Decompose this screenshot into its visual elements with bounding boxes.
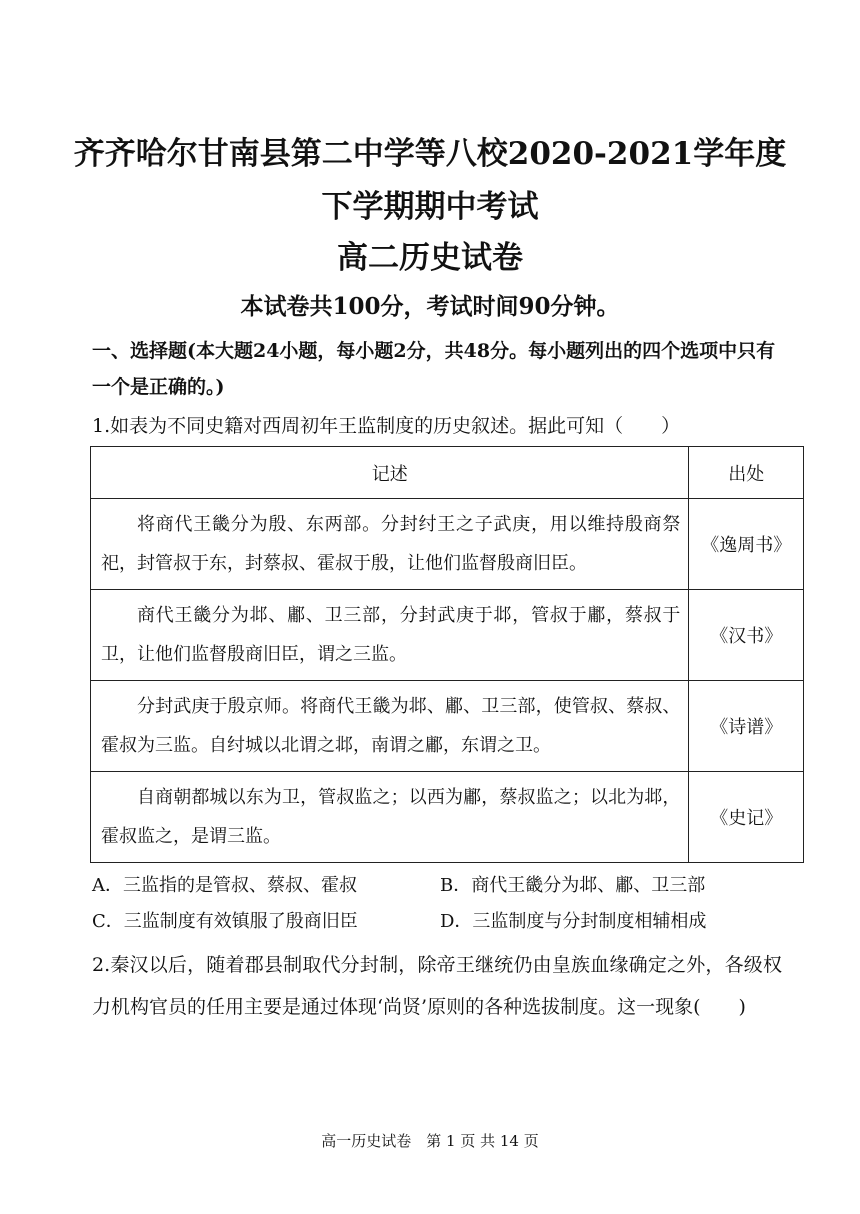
table-cell-source: 《诗谱》 [689, 681, 804, 772]
option-a: A．三监指的是管叔、蔡叔、霍叔 [92, 875, 357, 896]
table-row [91, 590, 804, 681]
option-d: D．三监制度与分封制度相辅相成 [440, 911, 707, 932]
table-header-record: 记述 [91, 447, 689, 499]
option-b: B．商代王畿分为邶、鄘、卫三部 [440, 875, 706, 896]
table-cell-record: 分封武庚于殷京师。将商代王畿为邶、鄘、卫三部，使管叔、蔡叔、霍叔为三监。自纣城以北谓之邶，南谓之鄘，东谓之卫。 [91, 681, 689, 772]
page-footer: 高一历史试卷 第 1 页 共 14 页 [321, 1132, 539, 1150]
options-row-2 [92, 904, 792, 940]
table-row [91, 681, 804, 772]
table-cell-source: 《史记》 [689, 772, 804, 863]
exam-subtitle: 本试卷共100分，考试时间90分钟。 [240, 293, 620, 320]
table-cell-source: 《汉书》 [689, 590, 804, 681]
table-cell-record: 自商朝都城以东为卫，管叔监之；以西为鄘，蔡叔监之；以北为邶，霍叔监之，是谓三监。 [91, 772, 689, 863]
question-2-stem: 2.秦汉以后，随着郡县制取代分封制，除帝王继统仍由皇族血缘确定之外，各级权力机构官员的任用主要是通过体现‘尚贤’原则的各种选拔制度。这一现象( ) [92, 954, 782, 1018]
section-heading: 一、选择题(本大题24小题，每小题2分，共48分。每小题列出的四个选项中只有一个是正确的。) [92, 340, 776, 398]
exam-title-line3: 高二历史试卷 [337, 240, 523, 276]
question-1-table [90, 446, 804, 863]
table-row [91, 499, 804, 590]
table-row [91, 772, 804, 863]
table-header-row [91, 447, 804, 499]
table-cell-source: 《逸周书》 [689, 499, 804, 590]
option-c: C．三监制度有效镇服了殷商旧臣 [92, 911, 358, 932]
question-1-stem: 1.如表为不同史籍对西周初年王监制度的历史叙述。据此可知（ ） [92, 415, 681, 437]
table-cell-record: 商代王畿分为邶、鄘、卫三部，分封武庚于邶，管叔于鄘，蔡叔于卫，让他们监督殷商旧臣，谓之三监。 [91, 590, 689, 681]
question-1-options [92, 868, 792, 940]
exam-title-line2: 下学期期中考试 [321, 189, 539, 225]
table-header-source: 出处 [689, 447, 804, 499]
table-cell-record: 将商代王畿分为殷、东两部。分封纣王之子武庚，用以维持殷商祭祀，封管叔于东，封蔡叔、霍叔于殷，让他们监督殷商旧臣。 [91, 499, 689, 590]
options-row-1 [92, 868, 792, 904]
exam-title-line1: 齐齐哈尔甘南县第二中学等八校2020-2021学年度 [73, 136, 787, 172]
